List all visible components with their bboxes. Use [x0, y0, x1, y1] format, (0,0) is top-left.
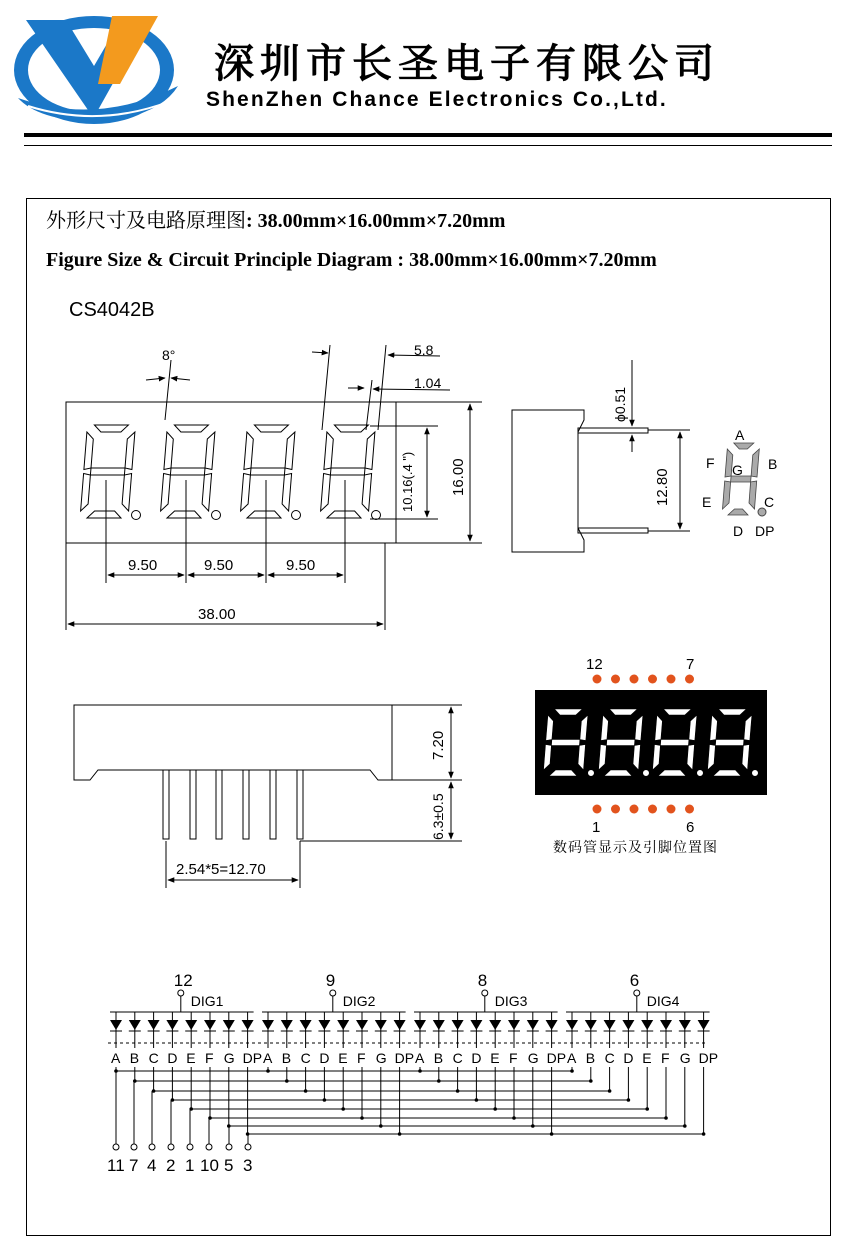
junction-dot — [589, 1079, 593, 1083]
junction-dot — [531, 1124, 535, 1128]
segment-pin-number: 3 — [243, 1156, 253, 1175]
common-pin-number: 6 — [629, 971, 640, 990]
segment-label-e: E — [642, 1050, 652, 1066]
led-diode — [660, 1020, 672, 1030]
junction-dot — [570, 1069, 574, 1073]
digit-name: DIG3 — [494, 993, 528, 1009]
segment-b — [125, 432, 135, 470]
segment-a — [334, 425, 368, 432]
common-terminal — [634, 990, 640, 996]
segment-a — [94, 425, 128, 432]
segment-label-e: E — [338, 1050, 348, 1066]
package-pin — [243, 770, 249, 839]
pin-label-12: 12 — [586, 656, 603, 673]
led-diode — [148, 1020, 160, 1030]
segment-dp — [212, 511, 221, 520]
package-pin — [270, 770, 276, 839]
led-diode — [110, 1020, 122, 1030]
segment-g — [606, 740, 635, 746]
led-diode — [433, 1020, 445, 1030]
segment-pin-terminal — [113, 1144, 119, 1150]
segment-e — [723, 481, 731, 509]
front-digit-3 — [241, 425, 301, 520]
package-pin — [216, 770, 222, 839]
junction-dot — [627, 1098, 631, 1102]
segment-label-b: B — [585, 1050, 596, 1066]
junction-dot — [493, 1107, 497, 1111]
segment-d — [728, 509, 748, 515]
segment-dp — [588, 770, 595, 777]
pitch-label-3: 9.50 — [286, 557, 316, 574]
circuit-diagram — [107, 971, 718, 1175]
segment-f — [244, 432, 253, 470]
pin-view-caption: 数码管显示及引脚位置图 — [553, 840, 718, 856]
legend-label-d: D — [733, 523, 744, 539]
segment-a — [254, 425, 288, 432]
package-pin — [163, 770, 169, 839]
segment-f — [84, 432, 93, 470]
seg-gap-label: 1.04 — [414, 375, 442, 391]
led-diode — [679, 1020, 691, 1030]
segment-label-f: F — [357, 1050, 366, 1066]
segment-dp — [372, 511, 381, 520]
company-name-en: ShenZhen Chance Electronics Co.,Ltd. — [206, 88, 668, 111]
led-diode — [375, 1020, 387, 1030]
segment-label-a: A — [567, 1050, 577, 1066]
junction-dot — [664, 1116, 668, 1120]
segment-e — [81, 474, 91, 512]
segment-c — [122, 474, 132, 512]
segment-label-b: B — [433, 1050, 444, 1066]
segment-c — [282, 474, 292, 512]
segment-e — [161, 474, 171, 512]
segment-dp — [292, 511, 301, 520]
junction-dot — [304, 1089, 308, 1093]
junction-dot — [683, 1124, 687, 1128]
junction-dot — [360, 1116, 364, 1120]
segment-c — [749, 481, 757, 509]
company-name-cn: 深圳市长圣电子有限公司 — [214, 41, 720, 87]
led-diode — [356, 1020, 368, 1030]
segment-g — [660, 740, 689, 746]
segment-label-d: D — [623, 1050, 634, 1066]
segment-b — [205, 432, 215, 470]
common-terminal — [330, 990, 336, 996]
package-pin — [190, 770, 196, 839]
led-diode — [414, 1020, 426, 1030]
segment-label-d: D — [167, 1050, 178, 1066]
led-diode — [698, 1020, 710, 1030]
led-diode — [585, 1020, 597, 1030]
led-diode — [185, 1020, 197, 1030]
display-pin-bottom — [667, 805, 676, 814]
junction-dot — [512, 1116, 516, 1120]
angle-label: 8° — [162, 347, 176, 363]
segment-label-f: F — [661, 1050, 670, 1066]
segment-label-dp: DP — [546, 1050, 567, 1066]
front-digit-1 — [81, 425, 141, 520]
display-pin-top — [611, 675, 620, 684]
segment-label-d: D — [471, 1050, 482, 1066]
segment-label-f: F — [509, 1050, 518, 1066]
segment-label-e: E — [186, 1050, 196, 1066]
segment-pin-terminal — [168, 1144, 174, 1150]
front-digit-4 — [321, 425, 381, 520]
common-terminal — [178, 990, 184, 996]
legend-label-b: B — [768, 456, 778, 472]
junction-dot — [266, 1069, 270, 1073]
segment-dp — [132, 511, 141, 520]
common-pin-number: 12 — [173, 971, 193, 990]
segment-a — [174, 425, 208, 432]
segment-label-dp: DP — [242, 1050, 263, 1066]
led-diode — [566, 1020, 578, 1030]
display-pin-top — [630, 675, 639, 684]
digit-height-label: 10.16(.4 ") — [400, 451, 415, 512]
junction-dot — [398, 1132, 402, 1136]
segment-f — [324, 432, 333, 470]
junction-dot — [702, 1132, 706, 1136]
segment-label-g: G — [527, 1050, 539, 1066]
segment-d — [167, 511, 201, 518]
led-diode — [452, 1020, 464, 1030]
segment-pin-terminal — [206, 1144, 212, 1150]
display-pin-top — [648, 675, 657, 684]
common-pin-number: 9 — [325, 971, 336, 990]
segment-dp — [752, 770, 759, 777]
display-pin-bottom — [593, 805, 602, 814]
led-diode — [470, 1020, 482, 1030]
segment-label-b: B — [129, 1050, 140, 1066]
led-diode — [546, 1020, 558, 1030]
segment-d — [327, 511, 361, 518]
led-diode — [204, 1020, 216, 1030]
segment-label-c: C — [604, 1050, 615, 1066]
led-diode — [129, 1020, 141, 1030]
led-diode — [489, 1020, 501, 1030]
circuit-digit-group-4 — [566, 971, 718, 1066]
segment-label-f: F — [205, 1050, 214, 1066]
segment-g — [90, 468, 125, 475]
segment-g — [250, 468, 285, 475]
junction-dot — [323, 1098, 327, 1102]
segment-d — [87, 511, 121, 518]
junction-dot — [608, 1089, 612, 1093]
segment-c — [202, 474, 212, 512]
segment-g — [715, 740, 744, 746]
junction-dot — [550, 1132, 554, 1136]
segment-pin-number: 2 — [166, 1156, 176, 1175]
junction-dot — [418, 1069, 422, 1073]
segment-label-dp: DP — [698, 1050, 719, 1066]
segment-f — [164, 432, 173, 470]
pin-length-label: 6.3±0.5 — [430, 793, 446, 840]
led-diode — [641, 1020, 653, 1030]
led-diode — [622, 1020, 634, 1030]
digit-name: DIG2 — [342, 993, 376, 1009]
led-diode — [281, 1020, 293, 1030]
led-diode — [300, 1020, 312, 1030]
led-diode — [508, 1020, 520, 1030]
segment-d — [247, 511, 281, 518]
pitch-label-1: 9.50 — [128, 557, 158, 574]
junction-dot — [456, 1089, 460, 1093]
segment-label-c: C — [452, 1050, 463, 1066]
length-label: 38.00 — [198, 606, 236, 623]
legend-label-f: F — [706, 455, 715, 471]
junction-dot — [379, 1124, 383, 1128]
title-cn-text: 外形尺寸及电路原理图 — [46, 210, 246, 232]
led-diode — [262, 1020, 274, 1030]
front-digits — [81, 425, 381, 520]
segment-pin-number: 10 — [200, 1156, 219, 1175]
display-pin-bottom — [611, 805, 620, 814]
front-digit-2 — [161, 425, 221, 520]
bottom-view — [74, 705, 462, 888]
side-view — [512, 360, 690, 552]
junction-dot — [475, 1098, 479, 1102]
legend-label-c: C — [764, 494, 775, 510]
circuit-digit-group-1 — [110, 971, 262, 1066]
segment-pin-number: 11 — [107, 1156, 125, 1175]
seg-width-label: 5.8 — [414, 342, 434, 358]
led-diode — [394, 1020, 406, 1030]
part-number: CS4042B — [69, 299, 155, 321]
segment-label-a: A — [111, 1050, 121, 1066]
display-pin-bottom — [630, 805, 639, 814]
display-pin-bottom — [648, 805, 657, 814]
segment-pin-number: 7 — [129, 1156, 139, 1175]
segment-legend — [702, 427, 777, 539]
circuit-digit-group-2 — [262, 971, 414, 1066]
segment-b — [751, 449, 759, 477]
segment-g — [170, 468, 205, 475]
segment-label-c: C — [300, 1050, 311, 1066]
segment-pin-terminal — [226, 1144, 232, 1150]
segment-label-e: E — [490, 1050, 500, 1066]
segment-pin-number: 4 — [147, 1156, 157, 1175]
segment-c — [362, 474, 372, 512]
segment-pin-terminal — [245, 1144, 251, 1150]
legend-label-g: G — [732, 462, 743, 478]
segment-label-b: B — [281, 1050, 292, 1066]
display-pin-top — [685, 675, 694, 684]
pin-label-6: 6 — [686, 819, 695, 836]
bottom-pins — [163, 770, 303, 839]
pin-pitch-label: 2.54*5=12.70 — [176, 861, 266, 878]
segment-pin-number: 5 — [224, 1156, 234, 1175]
display-pin-top — [667, 675, 676, 684]
segment-label-g: G — [375, 1050, 387, 1066]
led-diode — [166, 1020, 178, 1030]
legend-label-a: A — [735, 427, 745, 443]
led-diode — [527, 1020, 539, 1030]
led-diode — [223, 1020, 235, 1030]
segment-label-a: A — [263, 1050, 273, 1066]
pin-label-1: 1 — [592, 819, 601, 836]
segment-dp — [643, 770, 650, 777]
junction-dot — [285, 1079, 289, 1083]
segment-g — [330, 468, 365, 475]
package-pin — [297, 770, 303, 839]
segment-b — [285, 432, 295, 470]
segment-label-g: G — [223, 1050, 235, 1066]
common-pin-number: 8 — [477, 971, 488, 990]
row-spacing-label: 12.80 — [654, 468, 671, 506]
thickness-label: 7.20 — [430, 730, 447, 760]
title-en: Figure Size & Circuit Principle Diagram : 38.00mm×16.00mm×7.20mm — [46, 249, 657, 271]
pitch-label-2: 9.50 — [204, 557, 234, 574]
segment-label-c: C — [148, 1050, 159, 1066]
segment-label-dp: DP — [394, 1050, 415, 1066]
led-diode — [242, 1020, 254, 1030]
display-pin-top — [593, 675, 602, 684]
title-cn-dimensions: : 38.00mm×16.00mm×7.20mm — [246, 210, 506, 232]
legend-label-dp: DP — [755, 523, 775, 539]
segment-label-d: D — [319, 1050, 330, 1066]
segment-e — [241, 474, 251, 512]
segment-e — [321, 474, 331, 512]
height-label: 16.00 — [450, 458, 467, 496]
digit-name: DIG1 — [190, 993, 224, 1009]
segment-pin-terminal — [187, 1144, 193, 1150]
led-diode — [604, 1020, 616, 1030]
segment-a — [734, 443, 754, 449]
display-pin-bottom — [685, 805, 694, 814]
segment-b — [365, 432, 375, 470]
junction-dot — [341, 1107, 345, 1111]
pin-label-7: 7 — [686, 656, 695, 673]
led-diode — [318, 1020, 330, 1030]
segment-pin-terminal — [149, 1144, 155, 1150]
segment-dp — [697, 770, 704, 777]
segment-pin-terminal — [131, 1144, 137, 1150]
junction-dot — [645, 1107, 649, 1111]
junction-dot — [437, 1079, 441, 1083]
digit-name: DIG4 — [646, 993, 680, 1009]
circuit-digit-group-3 — [414, 971, 566, 1066]
legend-label-e: E — [702, 494, 712, 510]
led-diode — [337, 1020, 349, 1030]
segment-label-g: G — [679, 1050, 691, 1066]
common-terminal — [482, 990, 488, 996]
segment-label-a: A — [415, 1050, 425, 1066]
segment-g — [551, 740, 580, 746]
pin-dia-label: ϕ0.51 — [612, 386, 628, 422]
segment-pin-number: 1 — [185, 1156, 195, 1175]
